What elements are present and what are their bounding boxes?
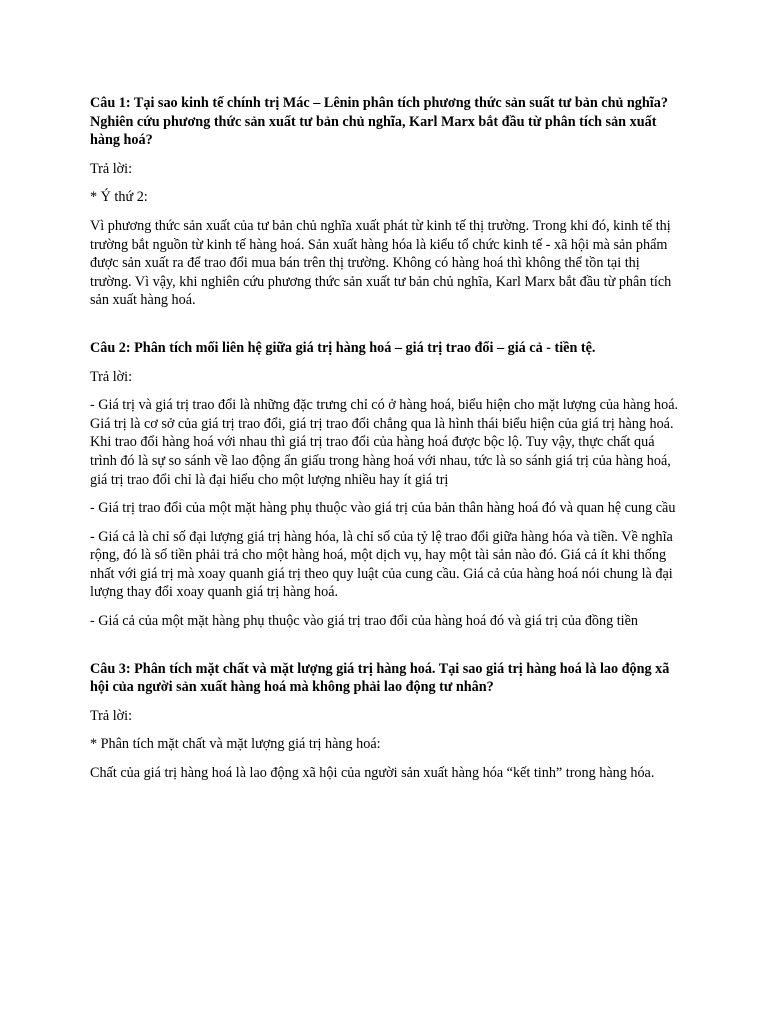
question-1-title: Câu 1: Tại sao kinh tế chính trị Mác – Lênin phân tích phương thức sản suất tư bản chủ nghĩa? Nghiên cứu phương thức sản xuất tư bản chủ nghĩa, Karl Marx bắt đầu từ phân tích sản xuất hàng hoá? [90,95,668,149]
question-2-paragraph-3: - Giá cả là chỉ số đại lượng giá trị hàng hóa, là chỉ số của tỷ lệ trao đổi giữa hàng hóa và tiền. Về nghĩa rộng, đó là số tiền phải trả cho một hàng hoá, một dịch vụ, hay một tài sản nào đó. Giá cả ít khi thống nhất với giá trị mà xoay quanh giá trị theo quy luật của cung cầu. Giá cả của hàng hoá nói chung là đại lượng thay đổi xoay quanh giá trị hàng hoá. [90,528,673,601]
question-3-title: Câu 3: Phân tích mặt chất và mặt lượng giá trị hàng hoá. Tại sao giá trị hàng hoá là lao động xã hội của người sản xuất hàng hoá mà không phải lao động tư nhân? [90,660,670,696]
question-1-answer-label: Trả lời: [90,160,133,177]
question-3-paragraph: Chất của giá trị hàng hoá là lao động xã hội của người sản xuất hàng hóa “kết tinh” trong hàng hóa. [90,765,655,782]
document-page [90,94,680,793]
question-2-answer-label: Trả lời: [90,368,133,385]
question-3-answer-label: Trả lời: [90,707,133,724]
question-3-point-label: * Phân tích mặt chất và mặt lượng giá trị hàng hoá: [90,736,381,753]
question-2-paragraph-1: - Giá trị và giá trị trao đổi là những đặc trưng chỉ có ở hàng hoá, biểu hiện cho mặt lượng của hàng hoá. Giá trị là cơ sở của giá trị trao đổi, giá trị trao đổi chẳng qua là hình thái biểu hiện của giá trị hàng hoá. Khi trao đổi hàng hoá với nhau thì giá trị trao đổi của hàng hoá được bộc lộ. Tuy vậy, thực chất quá trình đó là sự so sánh về lao động ẩn giấu trong hàng hoá với nhau, tức là so sánh giá trị của hàng hoá, giá trị trao đổi chỉ là đại hiểu cho một lượng nhiều hay ít giá trị [90,397,679,488]
question-1-point-label: * Ý thứ 2: [90,189,148,206]
question-2-paragraph-4: - Giá cả của một mặt hàng phụ thuộc vào giá trị trao đổi của hàng hoá đó và giá trị của đồng tiền [90,613,639,630]
question-2-paragraph-2: - Giá trị trao đổi của một mặt hàng phụ thuộc vào giá trị của bản thân hàng hoá đó và quan hệ cung cầu [90,500,676,517]
section-gap [90,641,680,660]
question-1-paragraph: Vì phương thức sản xuất của tư bản chủ nghĩa xuất phát từ kinh tế thị trường. Trong khi đó, kinh tế thị trường bắt nguồn từ kinh tế hàng hoá. Sản xuất hàng hóa là kiểu tổ chức kinh tế - xã hội mà sản phẩm được sản xuất ra để trao đổi mua bán trên thị trường. Không có hàng hoá thì không thể tồn tại thị trường. Vì vậy, khi nghiên cứu phương thức sản xuất tư bản chủ nghĩa, Karl Marx bắt đầu từ phân tích sản xuất hàng hoá. [90,217,672,309]
section-gap [90,320,680,339]
question-2-title: Câu 2: Phân tích mối liên hệ giữa giá trị hàng hoá – giá trị trao đổi – giá cả - tiền tệ. [90,339,596,356]
